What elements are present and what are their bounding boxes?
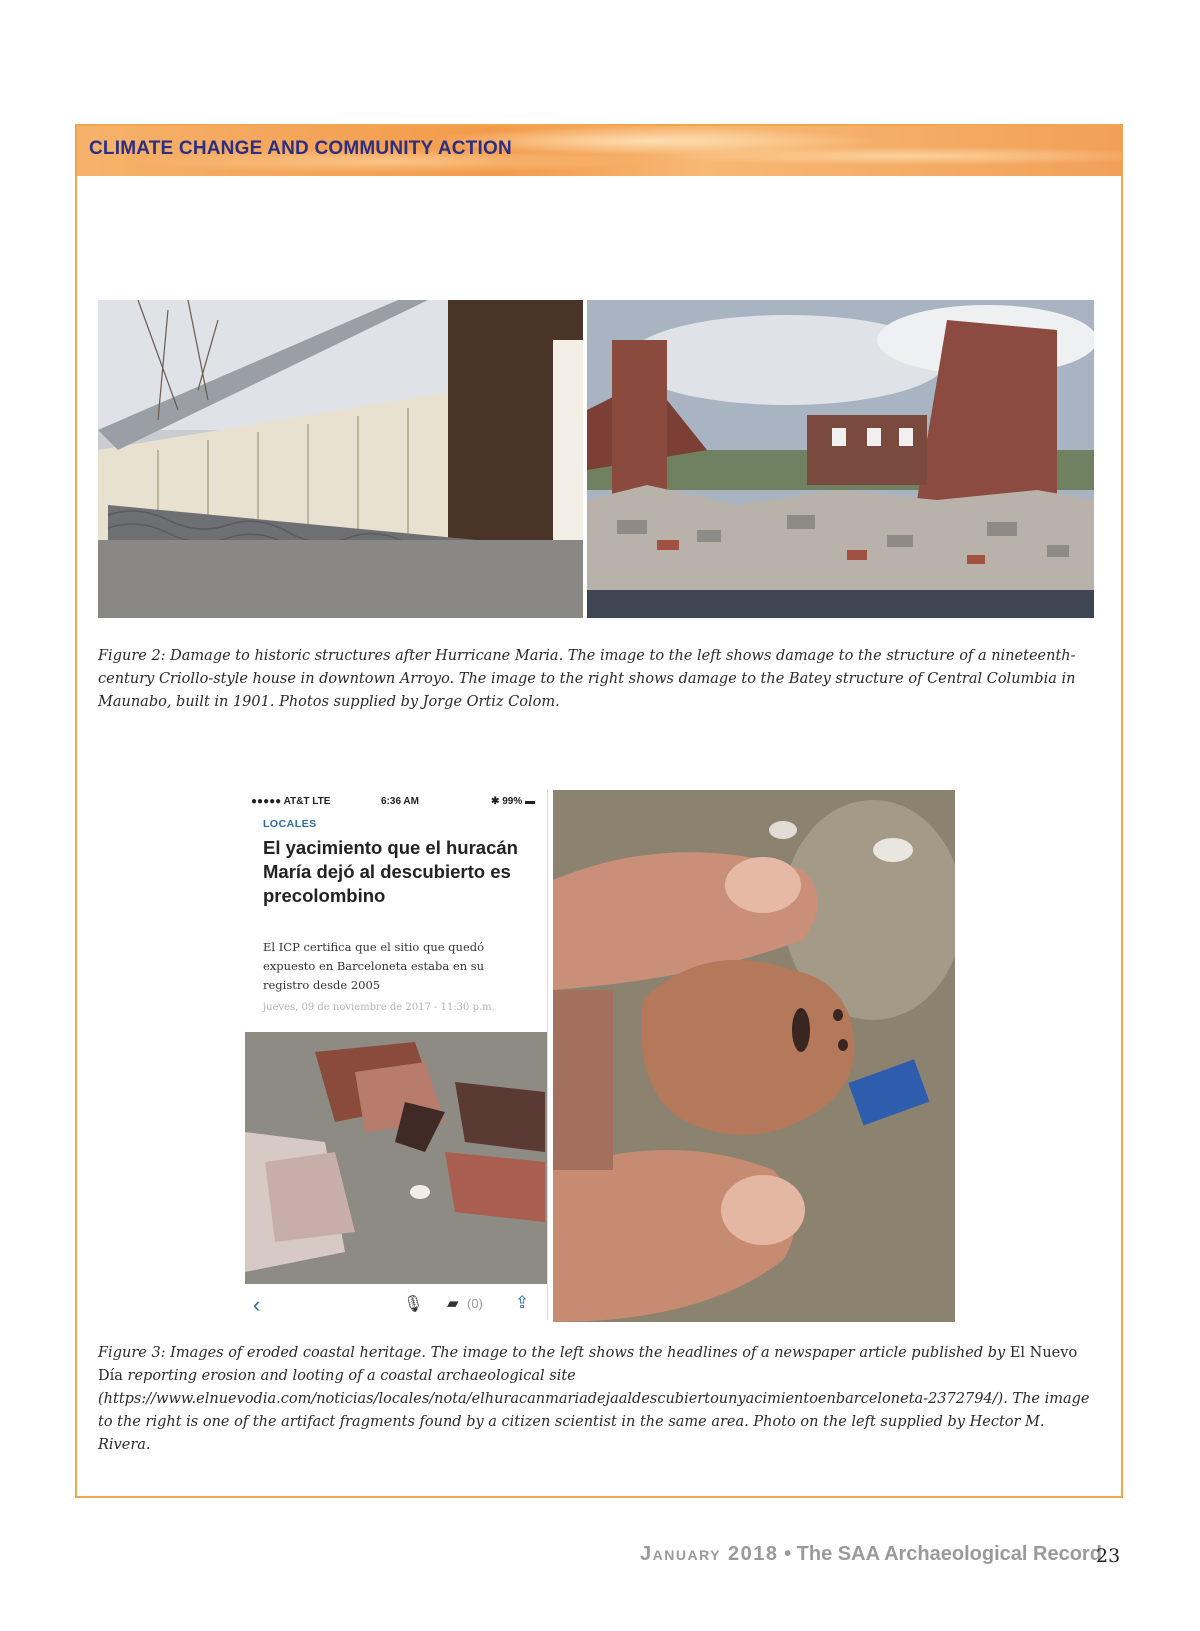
figure3-caption-part1: Figure 3: Images of eroded coastal heritage. The image to the left shows the headlines of a newspaper article published by <box>98 1345 1010 1361</box>
footer-journal: The SAA Archaeological Record <box>796 1543 1102 1565</box>
photo-artifact-fragment <box>553 790 955 1322</box>
newspaper-phone-screenshot <box>245 790 548 1320</box>
page-number: 23 <box>1096 1545 1121 1567</box>
comment-count: (0) <box>467 1296 483 1311</box>
microphone-icon[interactable]: 🎙 <box>403 1296 424 1313</box>
section-title: CLIMATE CHANGE AND COMMUNITY ACTION <box>89 138 512 159</box>
article-section-label: LOCALES <box>263 818 317 830</box>
battery-indicator: ✱ 99% ▬ <box>491 796 535 807</box>
figure3-caption-part2: reporting erosion and looting of a coastal archaeological site (https://www.elnuevodia.com/noticias/locales/nota/elhuracanmariadejaaldescubiertounyacimientoenbarceloneta-2372794/). The image to the right is one of the artifact fragments found by a citizen scientist in the same area. Photo on the left supplied by Hector M. Rivera. <box>98 1368 1090 1453</box>
article-dek: El ICP certifica que el sitio que quedó expuesto en Barceloneta estaba en su registro desde 2005 <box>263 940 485 992</box>
article-headline: El yacimiento que el huracán María dejó al descubierto es precolombino <box>263 837 518 906</box>
back-chevron-icon[interactable]: ‹ <box>253 1292 261 1317</box>
comment-icon[interactable]: ▰ <box>447 1295 459 1312</box>
phone-toolbar <box>245 1288 547 1318</box>
photo-batey-ruins <box>587 300 1094 618</box>
footer-separator: • <box>778 1543 797 1565</box>
publication-name: El Nuevo Día <box>98 1345 1078 1384</box>
share-icon[interactable]: ⇪ <box>515 1293 530 1312</box>
footer-date: January 2018 <box>640 1543 779 1565</box>
phone-status-bar <box>251 796 541 812</box>
phone-time: 6:36 AM <box>381 796 419 807</box>
section-banner <box>77 126 1121 176</box>
carrier-label: ●●●●● AT&T LTE <box>251 796 331 807</box>
photo-criollo-house <box>98 300 583 618</box>
running-footer <box>640 1543 1102 1566</box>
figure3-caption <box>98 1342 1094 1457</box>
article-date: jueves, 09 de noviembre de 2017 - 11:30 p.m. <box>263 1002 495 1013</box>
photo-eroded-fragments <box>245 1032 547 1284</box>
figure2-caption: Figure 2: Damage to historic structures after Hurricane Maria. The image to the left shows damage to the structure of a nineteenth-century Criollo-style house in downtown Arroyo. The image to the right shows damage to the Batey structure of Central Columbia in Maunabo, built in 1901. Photos supplied by Jorge Ortiz Colom. <box>98 648 1076 710</box>
